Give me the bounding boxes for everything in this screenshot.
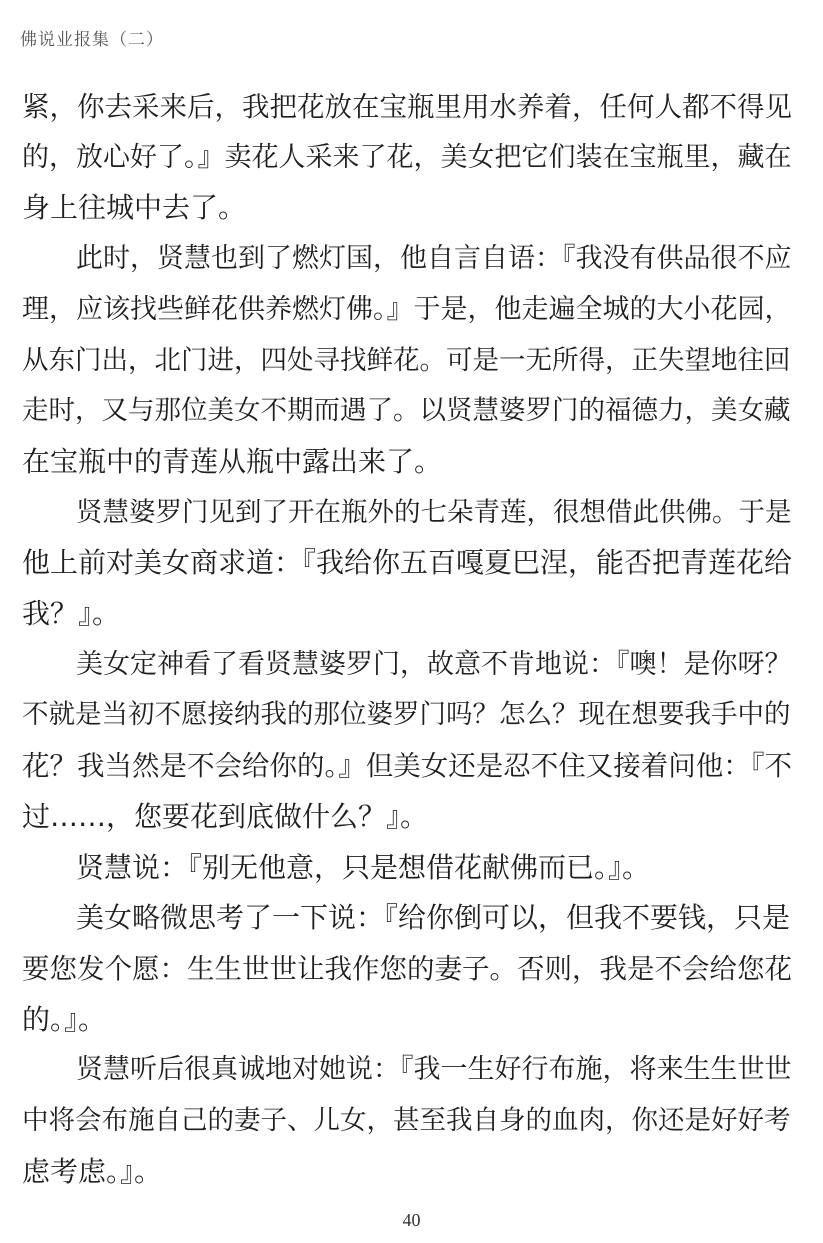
paragraph-start-line: 美女定神看了看贤慧婆罗门，故意不肯地说：『噢！是你呀？: [76, 648, 792, 680]
text-line: 过……，您要花到底做什么？』。: [22, 799, 429, 833]
paragraph-start-line: 贤慧听后很真诚地对她说：『我一生好行布施，将来生生世世: [76, 1054, 792, 1086]
text-line: 我？』。: [22, 597, 121, 631]
text-line: 他上前对美女商求道：『我给你五百嘎夏巴涅，能否把青莲花给: [22, 546, 793, 580]
text-line: 要您发个愿：生生世世让我作您的妻子。否则，我是不会给您花: [22, 952, 792, 985]
paragraph-start-line: 贤慧婆罗门见到了开在瓶外的七朵青莲，很想借此供佛。于是: [76, 496, 792, 528]
page-number: 40: [402, 1210, 421, 1230]
paragraph-start-line: 贤慧说：『别无他意，只是想借花献佛而已。』。: [76, 850, 651, 884]
paragraph-start-line: 美女略微思考了一下说：『给你倒可以，但我不要钱，只是: [76, 901, 791, 935]
text-line: 走时，又与那位美女不期而遇了。以贤慧婆罗门的福德力，美女藏: [22, 395, 791, 427]
text-line: 紧，你去采来后，我把花放在宝瓶里用水养着，任何人都不得见: [22, 91, 792, 123]
body-text: [22, 82, 802, 1197]
running-header: 佛说业报集（二）: [20, 30, 164, 50]
text-line: 花？我当然是不会给你的。』但美女还是忍不住又接着问他：『不: [22, 750, 792, 783]
text-line: 虑考虑。』。: [22, 1154, 163, 1188]
text-line: 在宝瓶中的青莲从瓶中露出来了。: [22, 444, 443, 478]
text-line: 理，应该找些鲜花供养燃灯佛。』于是，他走遍全城的大小花园，: [22, 293, 792, 325]
text-line: 不就是当初不愿接纳我的那位婆罗门吗？怎么？现在想要我手中的: [22, 699, 791, 731]
text-line: 中将会布施自己的妻子、儿女，甚至我自身的血肉，你还是好好考: [22, 1105, 791, 1137]
text-line: 从东门出，北门进，四处寻找鲜花。可是一无所得，正失望地往回: [22, 344, 791, 376]
text-line: 的，放心好了。』卖花人采来了花，美女把它们装在宝瓶里，藏在: [22, 141, 792, 173]
paragraph-start-line: 此时，贤慧也到了燃灯国，他自言自语：『我没有供品很不应: [76, 243, 792, 275]
text-line: 身上往城中去了。: [22, 191, 247, 225]
text-line: 的。』。: [22, 1002, 107, 1036]
